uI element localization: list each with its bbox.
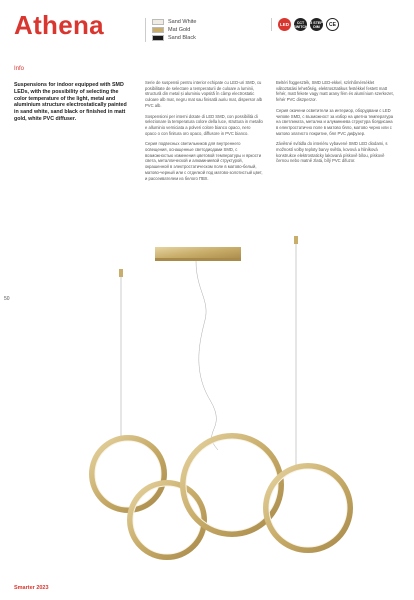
ceiling-canopy [294, 236, 298, 244]
ring-light [92, 438, 164, 510]
info-heading: Info [14, 66, 25, 72]
description-bg: Серия окачени осветители за интериор, оборудвани с LED чипове SMD, с възможност за избор на цветна температура на светлината, метална и алуминиева структура боядисана в електростатично поле в матово бяло, матово черно или с матово златисто покритие, бял PVC дифузер. [276, 107, 394, 136]
3-step-dimming-badge-icon: 3 STEP DIM [310, 18, 323, 31]
ring-light [130, 483, 204, 557]
description-en: Suspensions for indoor equipped with SMD LEDs, with the possibility of selecting the color temperature of the light, metal and aluminium structure electrostatically painted in sand white, sand black or finished in matt gold, white PVC diffuser. [14, 82, 127, 122]
description-it: Sospensioni per interni dotate di LED SMD, con possibilità di selezionare la temperatura colore della luce, struttura in metallo e alluminio verniciata a polveri colore bianco opaco, nero opaco o con finitura oro opaco, diffusore in PVC bianco. [145, 113, 263, 136]
description-cz: Závěsné svítidla do interiéru vybavené SMD LED diodami, s možností volby teploty barvy světla, kovová a hliníková konstrukce elektrostaticky lakovaná pískově bílou, pískově černou nebo matně zlatá, bílý PVC difuzor. [276, 141, 388, 164]
finish-label: Mat Gold [168, 27, 191, 33]
cct-switch-badge-icon: CCT SWITCH [294, 18, 307, 31]
power-cable [196, 261, 218, 450]
description-ru: Серия подвесных светильников для внутреннего освещения, оснащенные светодиодами SMD, с возможностью изменения цветовой температуры и яркости света, металлической и алюминиевой структурой, окрашенной в электростатическом поле в матово-белый, матово-черный или с отделкой под матово-золотистый цвет, и рассеивателем из белого ПВХ. [145, 141, 263, 181]
page-title: Athena [14, 10, 104, 40]
description-hu: Beltéri függeszték, SMD LED-ekkel, színhőmérséklet változtatási lehetőség, elektrosztatikus festékkel festett matt fehér, matt fekete vagy matt arany fém és alumínium szerkezet, fehér PVC diszperzor. [276, 80, 394, 103]
finish-label: Sand Black [168, 35, 196, 41]
page-number: 50 [4, 296, 10, 302]
led-badge-icon: LED [278, 18, 291, 31]
footer-catalog-name: Smarter 2023 [14, 585, 49, 591]
description-ro: Serie de suspensii pentru interior echipate cu LED-uri SMD, cu posibilitate de selectare a temperaturii de culoare a luminii, structură din metal și aluminiu vopsită în câmp electrostatic culoare alb mat, negru mat sau finisată auriu mat, dispersor alb PVC alb. [145, 80, 263, 108]
finish-label: Sand White [168, 19, 197, 25]
ce-mark-icon: CE [326, 18, 339, 31]
ceiling-canopy [119, 269, 123, 277]
